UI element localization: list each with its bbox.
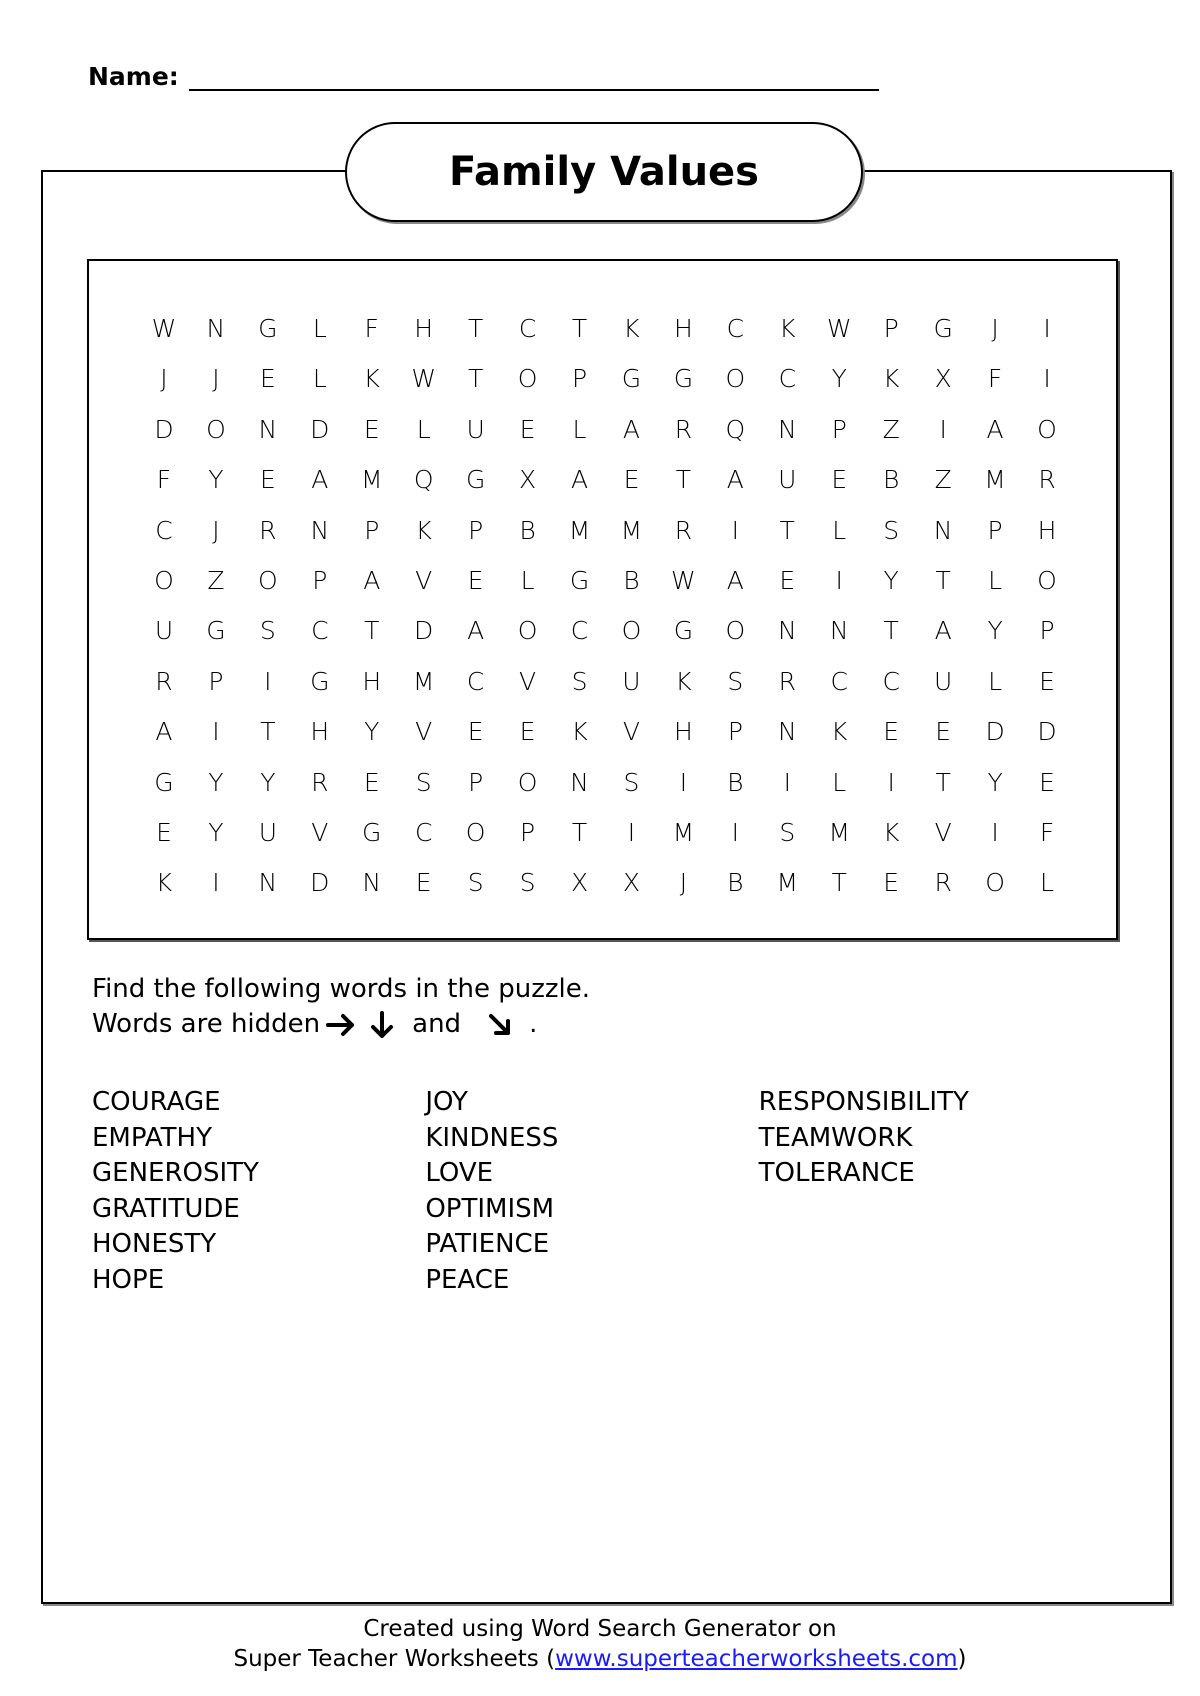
grid-letter[interactable]: T <box>935 565 951 595</box>
grid-letter[interactable]: B <box>519 515 536 545</box>
grid-letter[interactable]: B <box>883 465 900 495</box>
grid-letter[interactable]: L <box>520 565 535 595</box>
grid-letter[interactable]: E <box>259 364 276 394</box>
grid-letter[interactable]: K <box>623 314 640 343</box>
grid-letter[interactable]: S <box>883 515 900 545</box>
grid-letter[interactable]: E <box>156 817 172 847</box>
grid-letter[interactable]: G <box>362 817 382 847</box>
name-label: Name: <box>88 62 179 91</box>
grid-letter[interactable]: M <box>672 817 695 847</box>
grid-letter[interactable]: K <box>831 717 848 747</box>
grid-letter[interactable]: A <box>934 616 952 646</box>
grid-letter[interactable]: O <box>517 616 538 646</box>
word-column-1 <box>92 1085 425 1298</box>
grid-letter[interactable]: N <box>310 515 330 545</box>
grid-letter[interactable]: C <box>570 616 589 646</box>
grid-letter[interactable]: W <box>151 314 177 343</box>
arrow-down-icon <box>366 1009 398 1041</box>
grid-letter[interactable]: M <box>828 817 851 847</box>
grid-letter[interactable]: E <box>623 465 640 495</box>
grid-letter[interactable]: K <box>779 314 796 343</box>
grid-letter[interactable]: D <box>1037 717 1057 747</box>
instructions-line-2 <box>92 1007 537 1042</box>
grid-letter[interactable]: L <box>988 666 1003 696</box>
grid-letter[interactable]: N <box>777 414 797 444</box>
grid-letter[interactable]: C <box>414 817 433 847</box>
grid-letter[interactable]: T <box>571 314 588 343</box>
grid-letter[interactable]: E <box>831 465 848 495</box>
grid-letter[interactable]: O <box>465 817 486 847</box>
grid-letter[interactable]: Y <box>987 616 1003 646</box>
grid-letter[interactable]: P <box>468 767 484 797</box>
grid-letter[interactable]: P <box>1039 616 1055 646</box>
grid-letter[interactable]: E <box>519 717 536 747</box>
grid-letter[interactable]: I <box>887 767 895 797</box>
grid-letter[interactable]: I <box>627 817 636 847</box>
word-item: JOY <box>425 1087 468 1117</box>
grid-letter[interactable]: J <box>679 868 688 898</box>
grid-letter[interactable]: S <box>415 767 432 797</box>
grid-letter[interactable]: G <box>465 465 486 495</box>
grid-letter[interactable]: U <box>258 817 277 847</box>
grid-letter[interactable]: C <box>830 666 848 696</box>
grid-letter[interactable]: G <box>569 565 590 595</box>
word-item: COURAGE <box>92 1087 221 1117</box>
grid-letter[interactable]: P <box>831 414 847 444</box>
grid-letter[interactable]: O <box>517 364 538 394</box>
grid-letter[interactable]: T <box>364 616 380 646</box>
grid-letter[interactable]: A <box>311 465 329 495</box>
instructions-and: and <box>412 1009 462 1039</box>
grid-letter[interactable]: I <box>991 817 999 847</box>
grid-letter[interactable]: W <box>826 314 852 343</box>
grid-letter[interactable]: L <box>312 314 327 343</box>
grid-letter[interactable]: D <box>985 717 1005 747</box>
grid-letter[interactable]: F <box>156 465 172 495</box>
grid-letter[interactable]: H <box>674 314 693 343</box>
grid-letter[interactable]: H <box>310 717 330 747</box>
grid-letter[interactable]: L <box>832 767 847 797</box>
grid-letter[interactable]: F <box>364 314 379 343</box>
grid-letter[interactable]: T <box>571 817 588 847</box>
grid-letter[interactable]: V <box>415 717 433 747</box>
grid-letter[interactable]: E <box>363 767 380 797</box>
grid-letter[interactable]: L <box>988 565 1003 595</box>
word-item: TOLERANCE <box>758 1158 915 1188</box>
grid-letter[interactable]: U <box>154 616 174 646</box>
grid-letter[interactable]: L <box>416 414 431 444</box>
grid-letter[interactable]: R <box>674 515 693 545</box>
grid-letter[interactable]: T <box>935 767 951 797</box>
grid-letter[interactable]: B <box>727 767 744 797</box>
grid-letter[interactable]: B <box>623 565 640 595</box>
grid-letter[interactable]: M <box>984 465 1006 495</box>
grid-letter[interactable]: O <box>1037 414 1057 444</box>
grid-letter[interactable]: U <box>933 666 953 696</box>
grid-letter[interactable]: T <box>883 616 899 646</box>
grid-letter[interactable]: T <box>779 515 795 545</box>
grid-letter[interactable]: K <box>363 364 380 394</box>
grid-letter[interactable]: P <box>520 817 536 847</box>
grid-letter[interactable]: S <box>259 616 276 646</box>
grid-letter[interactable]: I <box>939 414 947 444</box>
grid-letter[interactable]: Y <box>364 717 380 747</box>
grid-letter[interactable]: S <box>779 817 796 847</box>
grid-letter[interactable]: R <box>674 414 693 444</box>
word-item: RESPONSIBILITY <box>758 1087 969 1117</box>
grid-letter[interactable]: O <box>517 767 538 797</box>
footer <box>0 1614 1200 1674</box>
grid-letter[interactable]: A <box>726 465 744 495</box>
grid-letter[interactable]: N <box>829 616 849 646</box>
grid-letter[interactable]: H <box>362 666 382 696</box>
grid-letter[interactable]: U <box>622 666 641 696</box>
grid-letter[interactable]: T <box>467 364 484 394</box>
grid-letter[interactable]: N <box>258 414 278 444</box>
grid-letter[interactable]: K <box>882 364 900 394</box>
grid-letter[interactable]: C <box>518 314 537 343</box>
grid-letter[interactable]: G <box>206 616 226 646</box>
grid-letter[interactable]: F <box>1039 817 1055 847</box>
footer-link[interactable]: www.superteacherworksheets.com <box>555 1646 958 1672</box>
grid-letter[interactable]: J <box>991 314 999 343</box>
grid-letter[interactable]: G <box>310 666 330 696</box>
grid-letter[interactable]: G <box>673 616 694 646</box>
grid-letter[interactable]: Y <box>208 767 224 797</box>
grid-letter[interactable]: I <box>731 515 740 545</box>
grid-letter[interactable]: A <box>467 616 485 646</box>
grid-letter[interactable]: X <box>622 868 641 898</box>
grid-letter[interactable]: D <box>414 616 434 646</box>
grid-letter[interactable]: O <box>621 616 642 646</box>
word-item: EMPATHY <box>92 1122 212 1153</box>
grid-letter[interactable]: T <box>675 465 692 495</box>
grid-letter[interactable]: O <box>985 868 1005 898</box>
grid-letter[interactable]: Y <box>208 465 224 495</box>
grid-letter[interactable]: C <box>155 515 173 545</box>
grid-letter[interactable]: I <box>679 767 688 797</box>
grid-letter[interactable]: G <box>154 767 174 797</box>
grid-letter[interactable]: E <box>1039 767 1055 797</box>
grid-letter[interactable]: S <box>571 666 588 696</box>
grid-letter[interactable]: K <box>675 666 692 696</box>
grid-letter[interactable]: M <box>568 515 591 545</box>
footer-suffix: ) <box>957 1646 967 1672</box>
grid-letter[interactable]: M <box>360 465 383 495</box>
footer-line-2 <box>0 1644 1200 1674</box>
grid-letter[interactable]: J <box>212 364 220 394</box>
grid-letter[interactable]: Y <box>987 767 1003 797</box>
grid-letter[interactable]: K <box>882 817 900 847</box>
arrow-diagonal-down-right-icon <box>485 1010 515 1040</box>
grid-letter[interactable]: D <box>154 414 174 444</box>
grid-letter[interactable]: A <box>363 565 381 595</box>
grid-letter[interactable]: C <box>311 616 329 646</box>
grid-letter[interactable]: R <box>311 767 329 797</box>
word-column-3 <box>759 1085 1092 1298</box>
word-item: GRATITUDE <box>92 1193 240 1224</box>
word-item: PATIENCE <box>425 1229 550 1259</box>
grid-letter[interactable]: V <box>622 717 641 747</box>
grid-letter[interactable]: V <box>934 817 952 847</box>
grid-letter[interactable]: G <box>621 364 642 394</box>
grid-letter[interactable]: I <box>835 565 843 595</box>
grid-letter[interactable]: A <box>726 565 744 595</box>
grid-letter[interactable]: Z <box>934 465 952 495</box>
grid-letter[interactable]: C <box>466 666 485 696</box>
grid-letter[interactable]: U <box>466 414 485 444</box>
name-field-row <box>88 62 879 91</box>
grid-letter[interactable]: R <box>778 666 796 696</box>
word-item: GENEROSITY <box>92 1158 259 1188</box>
grid-letter[interactable]: O <box>1037 565 1057 595</box>
grid-letter[interactable]: W <box>411 364 437 394</box>
grid-letter[interactable]: S <box>519 868 536 898</box>
grid-letter[interactable]: N <box>777 717 797 747</box>
grid-letter[interactable]: M <box>412 666 435 696</box>
grid-letter[interactable]: U <box>778 465 797 495</box>
grid-letter[interactable]: I <box>783 767 791 797</box>
grid-letter[interactable]: Y <box>208 817 224 847</box>
grid-letter[interactable]: X <box>934 364 952 394</box>
grid-letter[interactable]: L <box>1040 868 1054 898</box>
grid-letter[interactable]: C <box>778 364 797 394</box>
grid-letter[interactable]: E <box>415 868 432 898</box>
grid-letter[interactable]: Y <box>260 767 276 797</box>
footer-prefix: Super Teacher Worksheets ( <box>233 1646 556 1672</box>
grid-letter[interactable]: W <box>671 565 696 595</box>
word-column-2 <box>425 1085 758 1298</box>
grid-letter[interactable]: A <box>622 414 641 444</box>
instructions <box>92 972 590 1042</box>
instructions-period: . <box>529 1009 538 1039</box>
grid-letter[interactable]: E <box>467 717 484 747</box>
word-list <box>92 1085 1092 1298</box>
grid-letter[interactable]: O <box>154 565 174 595</box>
grid-letter[interactable]: E <box>779 565 796 595</box>
grid-letter[interactable]: O <box>725 616 746 646</box>
grid-letter[interactable]: V <box>519 666 537 696</box>
grid-letter[interactable]: I <box>264 666 272 696</box>
footer-line-1: Created using Word Search Generator on <box>363 1616 837 1642</box>
grid-letter[interactable]: T <box>467 314 484 343</box>
grid-letter[interactable]: E <box>935 717 952 747</box>
grid-letter[interactable]: T <box>260 717 276 747</box>
grid-letter[interactable]: X <box>570 868 589 898</box>
grid-letter[interactable]: Y <box>883 565 899 595</box>
name-blank-line[interactable] <box>189 65 879 91</box>
grid-letter[interactable]: N <box>206 314 226 343</box>
grid-letter[interactable]: V <box>311 817 329 847</box>
grid-letter[interactable]: P <box>208 666 224 696</box>
grid-letter[interactable]: A <box>570 465 589 495</box>
grid-letter[interactable]: H <box>674 717 693 747</box>
grid-letter[interactable]: R <box>934 868 952 898</box>
grid-letter[interactable]: M <box>776 868 799 898</box>
grid-letter[interactable]: X <box>519 465 537 495</box>
grid-letter[interactable]: E <box>467 565 484 595</box>
grid-letter[interactable]: I <box>1043 364 1051 394</box>
grid-letter[interactable]: K <box>571 717 588 747</box>
grid-letter[interactable]: P <box>468 515 484 545</box>
grid-letter[interactable]: N <box>258 868 278 898</box>
grid-letter[interactable]: R <box>155 666 173 696</box>
grid-letter[interactable]: S <box>727 666 744 696</box>
grid-letter[interactable]: I <box>731 817 740 847</box>
grid-letter[interactable]: C <box>726 314 745 343</box>
grid-letter[interactable]: L <box>312 364 327 394</box>
grid-letter[interactable]: P <box>987 515 1003 545</box>
word-item: KINDNESS <box>425 1122 559 1153</box>
arrow-right-icon <box>324 1010 358 1040</box>
page-title: Family Values <box>449 149 759 195</box>
grid-letter[interactable]: P <box>364 515 380 545</box>
grid-letter[interactable]: A <box>155 717 173 747</box>
grid-letter[interactable]: K <box>415 515 432 545</box>
instructions-prefix: Words are hidden <box>92 1009 321 1039</box>
grid-letter[interactable]: N <box>362 868 382 898</box>
grid-letter[interactable]: F <box>987 364 1003 394</box>
grid-letter[interactable]: O <box>206 414 226 444</box>
grid-letter[interactable]: J <box>212 515 220 545</box>
grid-letter[interactable]: E <box>883 717 900 747</box>
grid-letter[interactable]: J <box>160 364 168 394</box>
grid-letter[interactable]: R <box>259 515 277 545</box>
grid-letter[interactable]: E <box>519 414 536 444</box>
grid-letter[interactable]: Q <box>725 414 746 444</box>
grid-letter[interactable]: R <box>1038 465 1056 495</box>
grid-letter[interactable]: V <box>415 565 433 595</box>
word-item: HOPE <box>92 1264 165 1295</box>
grid-letter[interactable]: Z <box>882 414 900 444</box>
grid-letter[interactable]: P <box>883 314 899 343</box>
grid-letter[interactable]: N <box>570 767 589 797</box>
grid-letter[interactable]: D <box>310 868 330 898</box>
grid-letter[interactable]: I <box>1043 314 1051 343</box>
word-item: OPTIMISM <box>425 1193 555 1224</box>
grid-letter[interactable]: Q <box>413 465 434 495</box>
grid-letter[interactable]: S <box>467 868 484 898</box>
grid-letter[interactable]: H <box>414 314 434 343</box>
grid-letter[interactable]: P <box>312 565 328 595</box>
grid-letter[interactable]: Y <box>831 364 847 394</box>
grid-letter[interactable]: A <box>986 414 1004 444</box>
grid-letter[interactable]: L <box>832 515 847 545</box>
grid-letter[interactable]: B <box>727 868 744 898</box>
grid-letter[interactable]: N <box>777 616 797 646</box>
grid-letter[interactable]: I <box>212 868 220 898</box>
grid-letter[interactable]: E <box>363 414 380 444</box>
grid-letter[interactable]: L <box>572 414 587 444</box>
grid-letter[interactable]: Z <box>207 565 225 595</box>
grid-letter[interactable]: G <box>258 314 278 343</box>
word-item: TEAMWORK <box>758 1122 913 1153</box>
grid-letter[interactable]: G <box>933 314 953 343</box>
grid-letter[interactable]: O <box>725 364 746 394</box>
grid-letter[interactable]: I <box>212 717 220 747</box>
grid-letter[interactable]: T <box>831 868 847 898</box>
grid-letter[interactable]: K <box>155 868 173 898</box>
word-item: HONESTY <box>92 1229 217 1259</box>
instructions-line-1: Find the following words in the puzzle. <box>92 974 590 1004</box>
grid-letter[interactable]: M <box>620 515 643 545</box>
grid-letter[interactable]: E <box>259 465 276 495</box>
grid-letter[interactable]: S <box>623 767 640 797</box>
title-banner <box>345 122 863 222</box>
grid-letter[interactable]: H <box>1037 515 1057 545</box>
grid-letter[interactable]: P <box>571 364 588 394</box>
grid-letter[interactable]: C <box>882 666 900 696</box>
word-item: PEACE <box>425 1264 510 1295</box>
grid-letter[interactable]: N <box>933 515 953 545</box>
word-item: LOVE <box>425 1158 494 1188</box>
grid-letter[interactable]: G <box>673 364 694 394</box>
grid-letter[interactable]: P <box>727 717 743 747</box>
letter-grid <box>138 304 1073 909</box>
grid-letter[interactable]: O <box>258 565 278 595</box>
grid-letter[interactable]: D <box>310 414 330 444</box>
grid-letter[interactable]: E <box>883 868 900 898</box>
grid-letter[interactable]: E <box>1039 666 1055 696</box>
